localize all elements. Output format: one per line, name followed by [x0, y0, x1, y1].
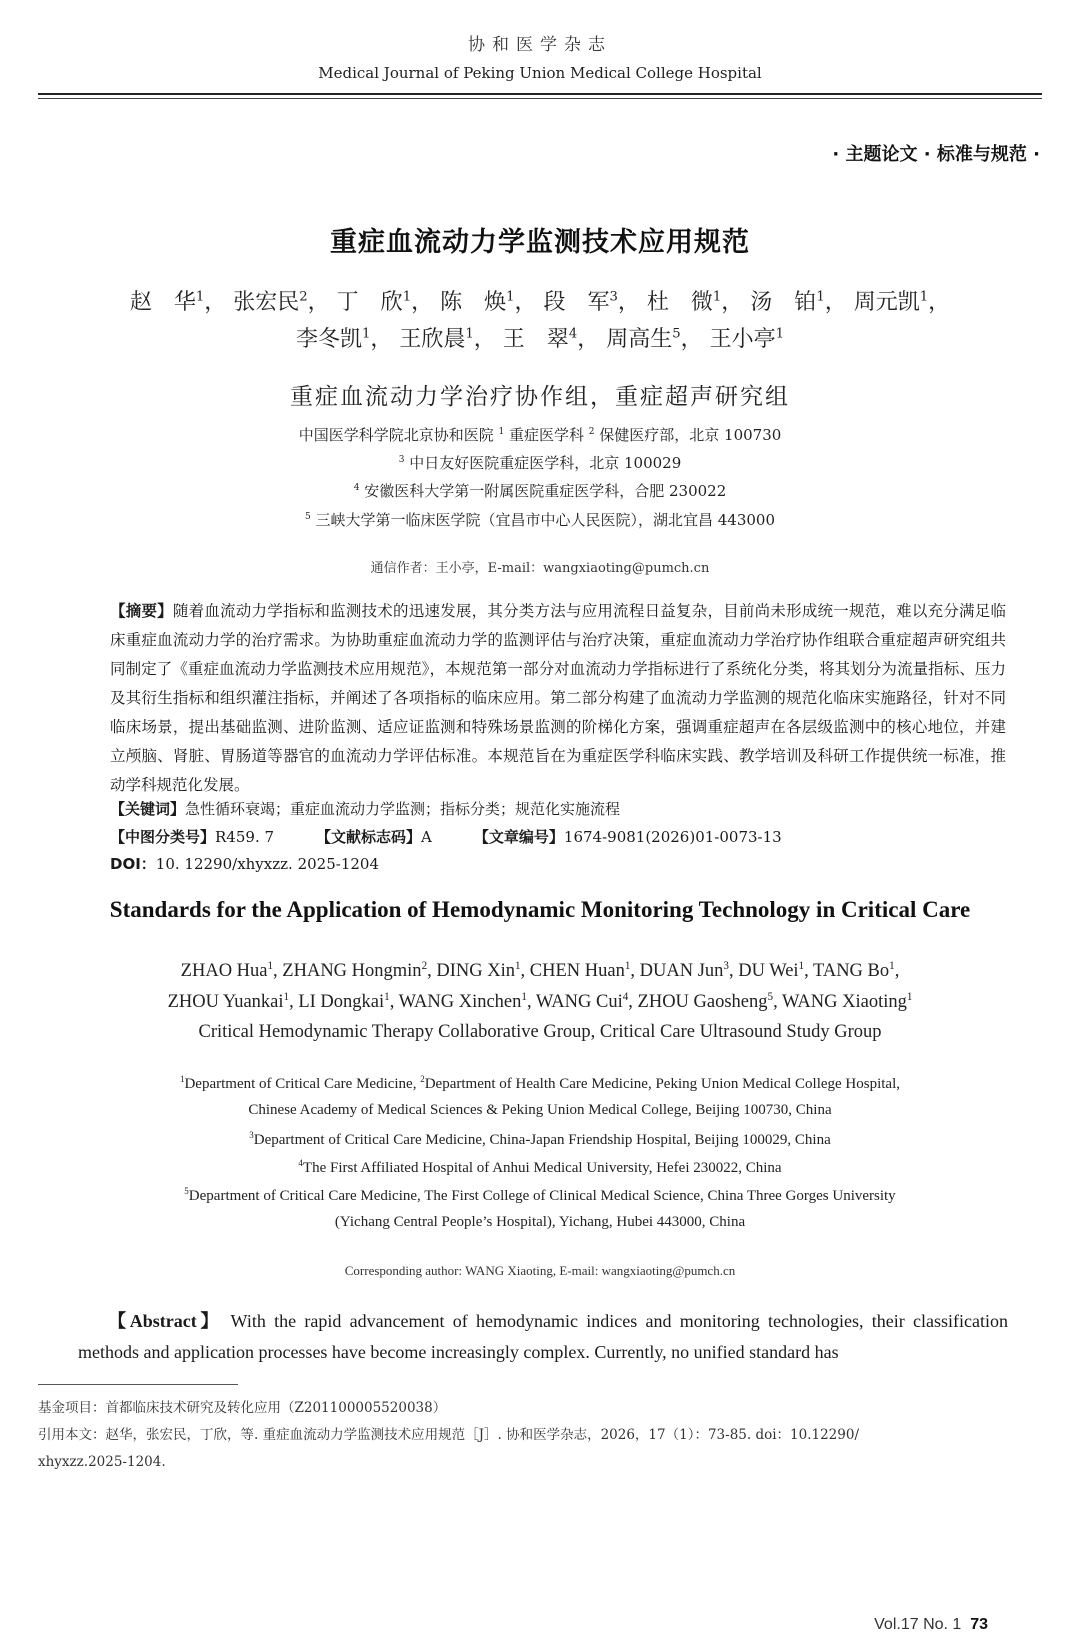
header-rule	[38, 93, 1042, 95]
doc-code-value: A	[421, 828, 432, 846]
author-cn: 赵 华$^1$	[129, 289, 205, 315]
affiliation-en-1: $^1$Department of Critical Care Medicine, $^2$Department of Health Care Medicine, Peking Union Medical College Hospital,	[179, 1074, 901, 1092]
column-tag: · 主题论文 · 标准与规范 ·	[832, 144, 1040, 165]
keywords-cn: 【关键词】急性循环衰竭；重症血流动力学监测；指标分类；规范化实施流程	[110, 800, 621, 818]
funding-note: 基金项目：首都临床技术研究及转化应用（Z201100005520038）	[38, 1400, 447, 1416]
author-cn: 王小亭$^1$	[709, 326, 785, 352]
doi-label: DOI：	[110, 855, 156, 873]
abstract-cn	[110, 597, 1006, 800]
author-en: DING Xin$^1$	[436, 960, 521, 982]
abstract-en	[78, 1306, 1008, 1368]
article-no-label: 【文章编号】	[473, 828, 564, 846]
page-footer	[874, 1616, 988, 1634]
issue-info: Vol.17 No. 1	[874, 1616, 962, 1633]
author-en: CHEN Huan$^1$	[529, 960, 631, 982]
author-en: WANG Xiaoting$^1$	[782, 991, 913, 1013]
abstract-cn-label: 【摘要】	[110, 602, 173, 620]
footnotes	[38, 1395, 1042, 1476]
classification-line	[110, 826, 1006, 847]
author-cn: 汤 铂$^1$	[750, 289, 825, 315]
doi-line	[110, 853, 1006, 874]
author-cn: 周元凯$^1$	[853, 289, 929, 315]
affiliation-en-3: $^3$Department of Critical Care Medicine, China-Japan Friendship Hospital, Beijing 100029, China	[249, 1130, 831, 1148]
author-en: ZHOU Gaosheng$^5$	[637, 991, 774, 1013]
authors-cn-line-1: 赵 华$^1$， 张宏民$^2$， 丁 欣$^1$， 陈 焕$^1$， 段 军$^3$， 杜 微$^1$， 汤 铂$^1$， 周元凯$^1$，	[129, 289, 951, 315]
author-en: LI Dongkai$^1$	[298, 991, 390, 1013]
title-cn: 重症血流动力学监测技术应用规范	[330, 227, 750, 258]
affiliation-en-6: (Yichang Central People’s Hospital), Yichang, Hubei 443000, China	[334, 1214, 746, 1230]
affiliation-cn-1: 中国医学科学院北京协和医院 $^1$ 重症医学科 $^2$ 保健医疗部，北京 100730	[298, 426, 782, 444]
abstract-cn-text: 随着血流动力学指标和监测技术的迅速发展，其分类方法与应用流程日益复杂，目前尚未形成统一规范，难以充分满足临床重症血流动力学的治疗需求。为协助重症血流动力学的监测评估与治疗决策，重症血流动力学治疗协作组联合重症超声研究组共同制定了《重症血流动力学监测技术应用规范》，本规范第一部分对血流动力学指标进行了系统化分类，将其划分为流量指标、压力及其衍生指标和组织灌注指标，并阐述了各项指标的临床应用。第二部分构建了血流动力学监测的规范化临床实施路径，针对不同临床场景，提出基础监测、进阶监测、适应证监测和特殊场景监测的阶梯化方案，强调重症超声在各层级监测中的核心地位，并建立颅脑、肾脏、胃肠道等器官的血流动力学评估标准。本规范旨在为重症医学科临床实践、教学培训及科研工作提供统一标准，推动学科规范化发展。	[110, 602, 1006, 794]
author-en: WANG Cui$^4$	[535, 991, 629, 1013]
clc-value: R459. 7	[215, 828, 275, 846]
citation-note-cont: xhyxzz.2025-1204.	[38, 1454, 166, 1470]
author-en: WANG Xinchen$^1$	[398, 991, 527, 1013]
author-cn: 丁 欣$^1$	[336, 289, 412, 315]
header-rule-thin	[38, 98, 1042, 99]
authors-cn-line-2: 李冬凯$^1$， 王欣晨$^1$， 王 翠$^4$， 周高生$^5$， 王小亭$^1$	[295, 326, 785, 352]
author-cn: 周高生$^5$	[606, 326, 681, 352]
authors-en-line-2: ZHOU Yuankai$^1$, LI Dongkai$^1$, WANG Xinchen$^1$, WANG Cui$^4$, ZHOU Gaosheng$^5$, WANG Xiaoting$^1$	[167, 991, 913, 1013]
author-en: ZHOU Yuankai$^1$	[167, 991, 290, 1013]
abstract-en-label: 【Abstract】	[108, 1311, 223, 1331]
affiliation-cn-4: $^5$ 三峡大学第一临床医学院（宜昌市中心人民医院），湖北宜昌 443000	[304, 511, 776, 529]
article-no-value: 1674-9081(2026)01-0073-13	[563, 828, 782, 846]
author-en: DU Wei$^1$	[738, 960, 805, 982]
author-cn: 杜 微$^1$	[646, 289, 722, 315]
clc-label: 【中图分类号】	[110, 828, 216, 846]
doi-value: 10. 12290/xhyxzz. 2025-1204	[155, 855, 380, 873]
author-cn: 李冬凯$^1$	[295, 326, 371, 352]
citation-note: 引用本文：赵华，张宏民，丁欣，等. 重症血流动力学监测技术应用规范［J］. 协和医学杂志，2026，17（1）：73-85. doi：10.12290/	[38, 1427, 860, 1443]
study-group-cn: 重症血流动力学治疗协作组，重症超声研究组	[290, 384, 790, 410]
correspondence-en: Corresponding author: WANG Xiaoting, E-mail: wangxiaoting@pumch.cn	[344, 1263, 736, 1278]
study-group-en: Critical Hemodynamic Therapy Collaborative Group, Critical Care Ultrasound Study Group	[198, 1022, 882, 1042]
author-en: ZHAO Hua$^1$	[180, 960, 274, 982]
author-en: TANG Bo$^1$	[813, 960, 895, 982]
author-en: DUAN Jun$^3$	[639, 960, 729, 982]
author-cn: 王欣晨$^1$	[399, 326, 474, 352]
affiliation-cn-3: $^4$ 安徽医科大学第一附属医院重症医学科，合肥 230022	[353, 482, 727, 500]
journal-name-en: Medical Journal of Peking Union Medical College Hospital	[318, 64, 762, 82]
footnote-rule	[38, 1384, 238, 1385]
title-en: Standards for the Application of Hemodynamic Monitoring Technology in Critical Care	[109, 897, 971, 922]
correspondence-cn: 通信作者：王小亭，E-mail：wangxiaoting@pumch.cn	[370, 561, 710, 576]
affiliation-en-4: $^4$The First Affiliated Hospital of Anhui Medical University, Hefei 230022, China	[298, 1158, 782, 1176]
author-cn: 陈 焕$^1$	[440, 289, 515, 315]
author-en: ZHANG Hongmin$^2$	[282, 960, 428, 982]
affiliation-en-5: $^5$Department of Critical Care Medicine, The First College of Clinical Medical Science, China Three Gorges University	[184, 1186, 896, 1204]
affiliation-en-2: Chinese Academy of Medical Sciences & Peking Union Medical College, Beijing 100730, China	[248, 1102, 832, 1118]
author-cn: 王 翠$^4$	[502, 326, 578, 352]
abstract-en-text: With the rapid advancement of hemodynamic indices and monitoring technologies, their classification methods and application processes have become increasingly complex. Currently, no unified standard has	[78, 1311, 1009, 1362]
doc-code-label: 【文献标志码】	[316, 828, 422, 846]
affiliation-cn-2: $^3$ 中日友好医院重症医学科，北京 100029	[398, 454, 682, 472]
journal-name-cn: 协和医学杂志	[468, 35, 612, 55]
authors-en-line-1: ZHAO Hua$^1$, ZHANG Hongmin$^2$, DING Xin$^1$, CHEN Huan$^1$, DUAN Jun$^3$, DU Wei$^1$, TANG Bo$^1$,	[180, 960, 900, 982]
author-cn: 张宏民$^2$	[233, 289, 308, 315]
page-number: 73	[970, 1616, 988, 1633]
author-cn: 段 军$^3$	[543, 289, 618, 315]
